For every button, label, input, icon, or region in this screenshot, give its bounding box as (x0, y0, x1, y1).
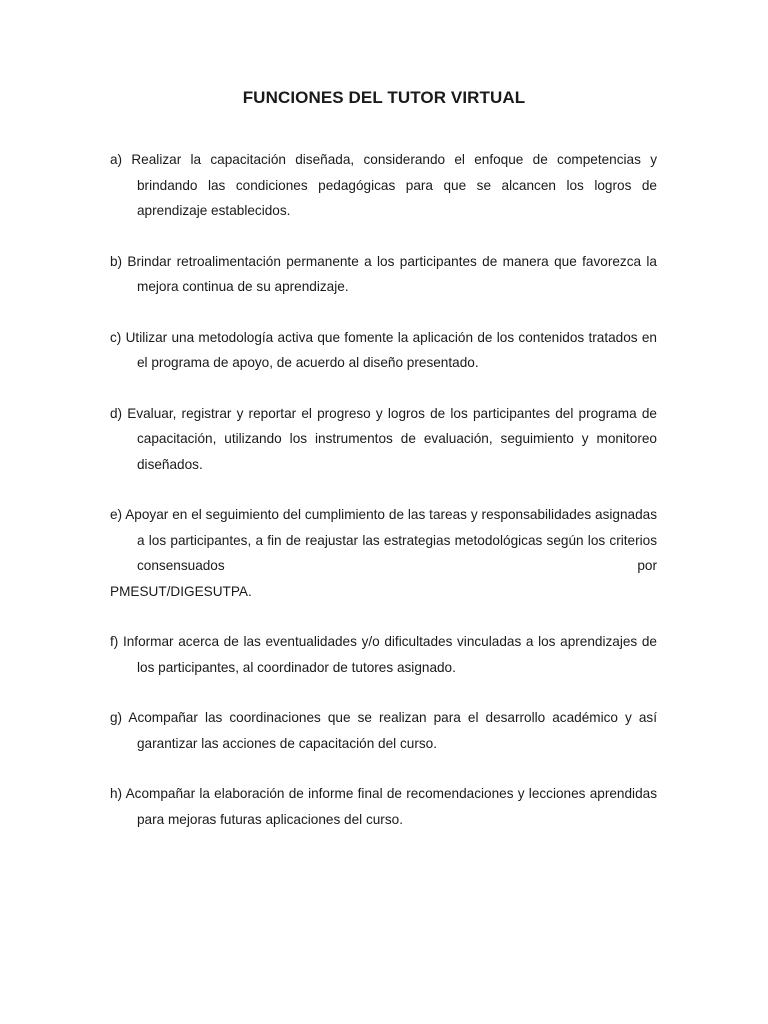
list-item-c (110, 325, 657, 376)
list-item-g (110, 705, 657, 756)
document-title: FUNCIONES DEL TUTOR VIRTUAL (242, 88, 526, 107)
list-item-h-text: h) Acompañar la elaboración de informe final de recomendaciones y lecciones aprendidas para mejoras futuras aplicaciones del curso. (110, 786, 657, 827)
functions-list (110, 147, 657, 857)
list-item-b-text: b) Brindar retroalimentación permanente a los participantes de manera que favorezca la mejora continua de su aprendizaje. (110, 253, 657, 294)
list-item-h (110, 781, 657, 832)
list-item-a-text: a) Realizar la capacitación diseñada, considerando el enfoque de competencias y brindando las condiciones pedagógicas para que se alcancen los logros de aprendizaje establecidos. (110, 152, 657, 218)
list-item-d-text: d) Evaluar, registrar y reportar el progreso y logros de los participantes del programa de capacitación, utilizando los instrumentos de evaluación, seguimiento y monitoreo diseñados. (110, 405, 657, 472)
list-item-f (110, 629, 657, 680)
list-item-c-text: c) Utilizar una metodología activa que fomente la aplicación de los contenidos tratados en el programa de apoyo, de acuerdo al diseño presentado. (110, 329, 657, 370)
list-item-e-last-line: PMESUT/DIGESUTPA. (110, 583, 252, 599)
list-item-e (110, 502, 657, 604)
list-item-b (110, 249, 657, 300)
list-item-g-text: g) Acompañar las coordinaciones que se realizan para el desarrollo académico y así garantizar las acciones de capacitación del curso. (110, 710, 657, 751)
list-item-e-text: e) Apoyar en el seguimiento del cumplimiento de las tareas y responsabilidades asignadas a los participantes, a fin de reajustar las estrategias metodológicas según los criterios consensuados por (110, 507, 657, 573)
list-item-d (110, 401, 657, 478)
list-item-a (110, 147, 657, 224)
list-item-f-text: f) Informar acerca de las eventualidades y/o dificultades vinculadas a los aprendizajes de los participantes, al coordinador de tutores asignado. (110, 634, 657, 675)
